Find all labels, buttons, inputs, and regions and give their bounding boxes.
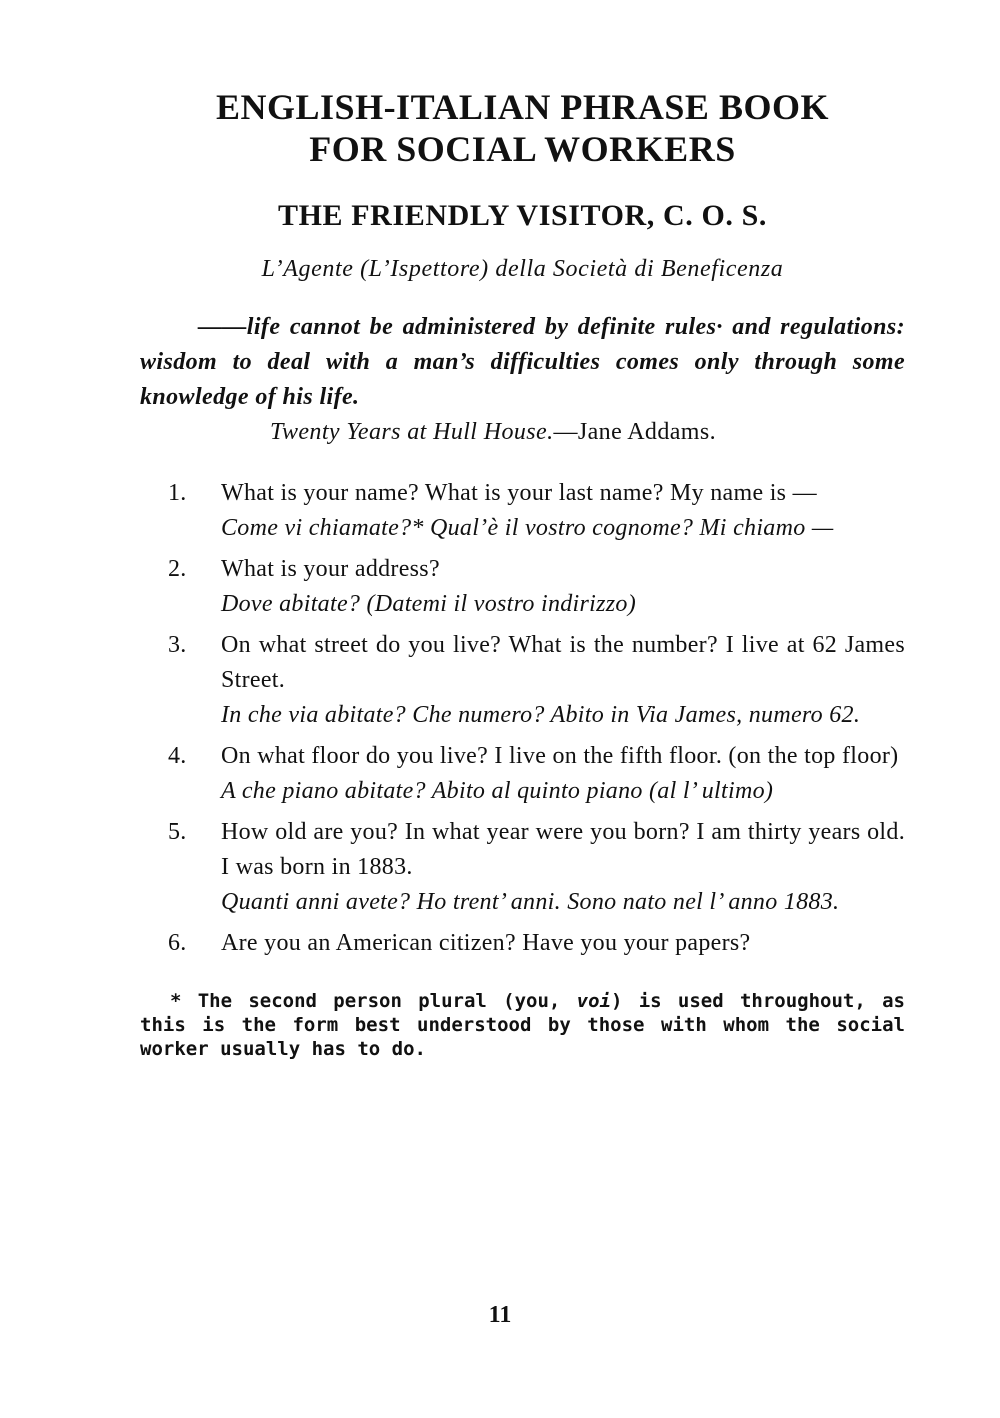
footnote-text-part2: ) is used throughout, as this is the form best understood by those with whom the social worker usually has to do.: [140, 990, 905, 1060]
phrase-number: 2.: [168, 556, 187, 582]
phrase-item: [140, 552, 905, 622]
footnote: [140, 989, 905, 1061]
phrase-english: What is your address?: [221, 556, 440, 582]
phrase-italian: Dove abitate? (Datemi il vostro indirizzo): [221, 591, 636, 617]
phrase-number: 3.: [168, 632, 187, 658]
phrase-item: [140, 926, 905, 961]
phrase-list: [140, 476, 905, 961]
book-title-line2: FOR SOCIAL WORKERS: [309, 129, 736, 169]
book-title: [140, 86, 905, 170]
phrase-english: On what floor do you live? I live on the fifth floor. (on the top floor): [221, 743, 899, 769]
phrase-english: Are you an American citizen? Have you your papers?: [221, 930, 751, 956]
epigraph-source-work: Twenty Years at Hull House.: [270, 419, 554, 445]
epigraph-attribution: [270, 415, 905, 450]
page-number: 11: [488, 1302, 512, 1328]
phrase-item: [140, 815, 905, 920]
phrase-item: [140, 476, 905, 546]
phrase-item: [140, 739, 905, 809]
epigraph-source-author: —Jane Addams.: [553, 419, 716, 445]
phrase-number: 1.: [168, 480, 187, 506]
phrase-english: What is your name? What is your last name? My name is —: [221, 480, 817, 506]
phrase-number: 4.: [168, 743, 187, 769]
phrase-number: 5.: [168, 819, 187, 845]
section-title-italian: L’Agente (L’Ispettore) della Società di Beneficenza: [261, 256, 784, 282]
phrase-english: How old are you? In what year were you born? I am thirty years old. I was born in 1883.: [221, 819, 905, 880]
phrase-english: On what street do you live? What is the number? I live at 62 James Street.: [221, 632, 905, 693]
phrase-number: 6.: [168, 930, 187, 956]
phrase-italian: A che piano abitate? Abito al quinto piano (al l’ ultimo): [221, 778, 774, 804]
footnote-italic-term: voi: [576, 990, 611, 1012]
book-title-line1: ENGLISH-ITALIAN PHRASE BOOK: [216, 87, 829, 127]
epigraph-quote: ——life cannot be administered by definite rules· and regulations: wisdom to deal with a man’s difficulties comes only through some knowledge of his life.: [140, 314, 905, 410]
phrase-italian: In che via abitate? Che numero? Abito in Via James, numero 62.: [221, 702, 861, 728]
phrase-italian: Come vi chiamate?* Qual’è il vostro cognome? Mi chiamo —: [221, 515, 834, 541]
section-title: THE FRIENDLY VISITOR, C. O. S.: [278, 199, 767, 232]
document-page: [140, 86, 905, 1061]
phrase-item: [140, 628, 905, 733]
phrase-italian: Quanti anni avete? Ho trent’ anni. Sono nato nel l’ anno 1883.: [221, 889, 840, 915]
footnote-text-part1: * The second person plural (you,: [170, 990, 577, 1012]
